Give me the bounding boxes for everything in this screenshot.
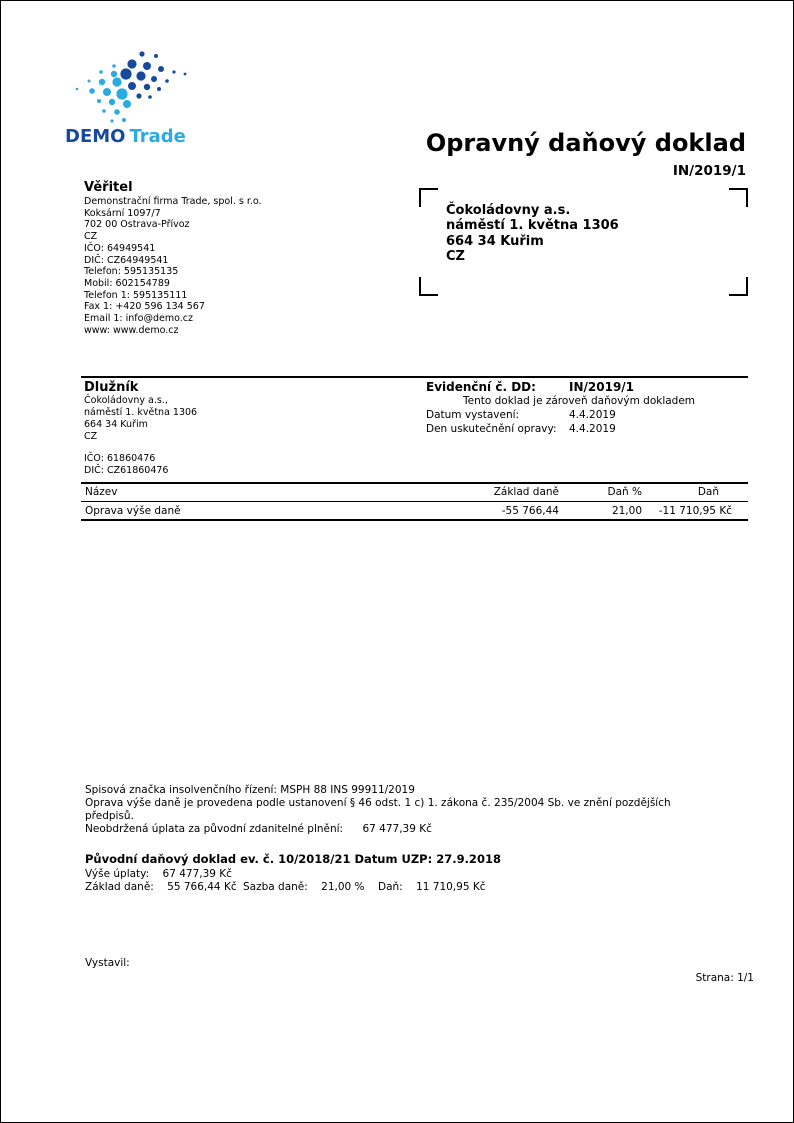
col-header-name: Název [85,486,118,498]
creditor-line: CZ [84,231,98,243]
debtor-line: 664 34 Kuřim [84,419,148,430]
original-base-label: Základ daně: [85,881,154,893]
payment-value: 67 477,39 Kč [162,868,232,880]
original-tax-label: Daň: [378,881,403,893]
address-box-corner [729,188,748,207]
col-header-tax: Daň [697,486,719,498]
original-rate-value: 21,00 % [321,881,365,893]
insolvency-note: Spisová značka insolvenčního řízení: MSPH 88 INS 99911/2019 [85,784,415,796]
unpaid-label: Neobdržená úplata za původní zdanitelné plnění: [85,823,344,835]
creditor-line: Demonstrační firma Trade, spol. s r.o. [84,196,262,207]
original-base-value: 55 766,44 Kč [167,881,237,893]
document-number: IN/2019/1 [672,163,746,179]
recipient-address [446,203,619,264]
original-document-heading: Původní daňový doklad ev. č. 10/2018/21 Datum UZP: 27.9.2018 [85,852,501,866]
debtor-address [84,395,197,443]
debtor-line: Čokoládovny a.s., [84,395,168,406]
recipient-line: náměstí 1. května 1306 [446,218,619,234]
address-box-corner [729,277,748,296]
item-base: -55 766,44 [501,505,559,517]
item-tax: -11 710,95 Kč [658,505,732,517]
payment-label: Výše úplaty: [85,868,150,880]
evidence-value: IN/2019/1 [569,380,635,394]
col-header-rate: Daň % [607,486,642,498]
address-box-corner [419,277,438,296]
original-rate-label: Sazba daně: [243,881,308,893]
creditor-line: Telefon: 595135135 [84,266,179,278]
evidence-number-row [426,380,635,394]
brand-primary: DEMO [65,126,126,147]
correction-date-label: Den uskutečnění opravy: [426,423,557,435]
creditor-line: Mobil: 602154789 [84,277,170,289]
evidence-label: Evidenční č. DD: [426,380,536,394]
table-header-rule [81,501,748,502]
debtor-heading: Dlužník [84,380,139,395]
recipient-line: 664 34 Kuřim [446,233,544,249]
creditor-line: 702 00 Ostrava-Přívoz [84,219,190,231]
debtor-dic: DIČ: CZ61860476 [84,465,169,476]
debtor-ids [84,453,168,477]
issued-by-label: Vystavil: [85,957,130,969]
col-header-base: Základ daně [493,486,559,498]
brand-logo-text [65,126,186,147]
issue-date-label: Datum vystavení: [426,409,520,421]
law-note-line1: Oprava výše daně je provedena podle ustanovení § 46 odst. 1 c) 1. zákona č. 235/2004 Sb. ve znění pozdějších [85,797,671,809]
debtor-line: CZ [84,431,98,442]
debtor-line: náměstí 1. května 1306 [84,407,198,418]
creditor-line: DIČ: CZ64949541 [84,254,169,266]
table-bottom-rule [81,519,748,521]
recipient-line: Čokoládovny a.s. [446,203,571,218]
brand-secondary: Trade [129,126,186,147]
correction-date-value: 4.4.2019 [569,423,616,435]
creditor-heading: Věřitel [84,180,133,195]
creditor-address [84,196,262,336]
item-rate: 21,00 [611,505,642,517]
unpaid-amount-row [85,823,432,835]
section-divider [81,376,748,378]
creditor-line: www: www.demo.cz [84,324,179,336]
issue-date-row [426,409,616,421]
creditor-line: Koksární 1097/7 [84,207,161,219]
original-base-pair [85,881,237,893]
payment-amount-row [85,868,232,880]
page-title: Opravný daňový doklad [425,129,746,157]
unpaid-value: 67 477,39 Kč [362,823,432,835]
recipient-line: CZ [446,248,465,264]
original-tax-value: 11 710,95 Kč [416,881,486,893]
item-name: Oprava výše daně [85,505,181,517]
table-top-rule [81,482,748,484]
law-note-line2: předpisů. [85,810,134,822]
creditor-line: IČO: 64949541 [84,242,156,254]
address-box-corner [419,188,438,207]
page-number: Strana: 1/1 [695,972,754,984]
correction-date-row [426,423,616,435]
original-tax-pair [378,881,486,893]
creditor-line: Telefon 1: 595135111 [84,289,188,301]
logo-dots-icon [69,47,199,127]
original-rate-pair [243,881,365,893]
debtor-ico: IČO: 61860476 [84,453,156,464]
issue-date-value: 4.4.2019 [569,409,616,421]
tax-document-note: Tento doklad je zároveň daňovým dokladem [463,395,696,407]
creditor-line: Fax 1: +420 596 134 567 [84,301,205,313]
creditor-line: Email 1: info@demo.cz [84,313,193,325]
